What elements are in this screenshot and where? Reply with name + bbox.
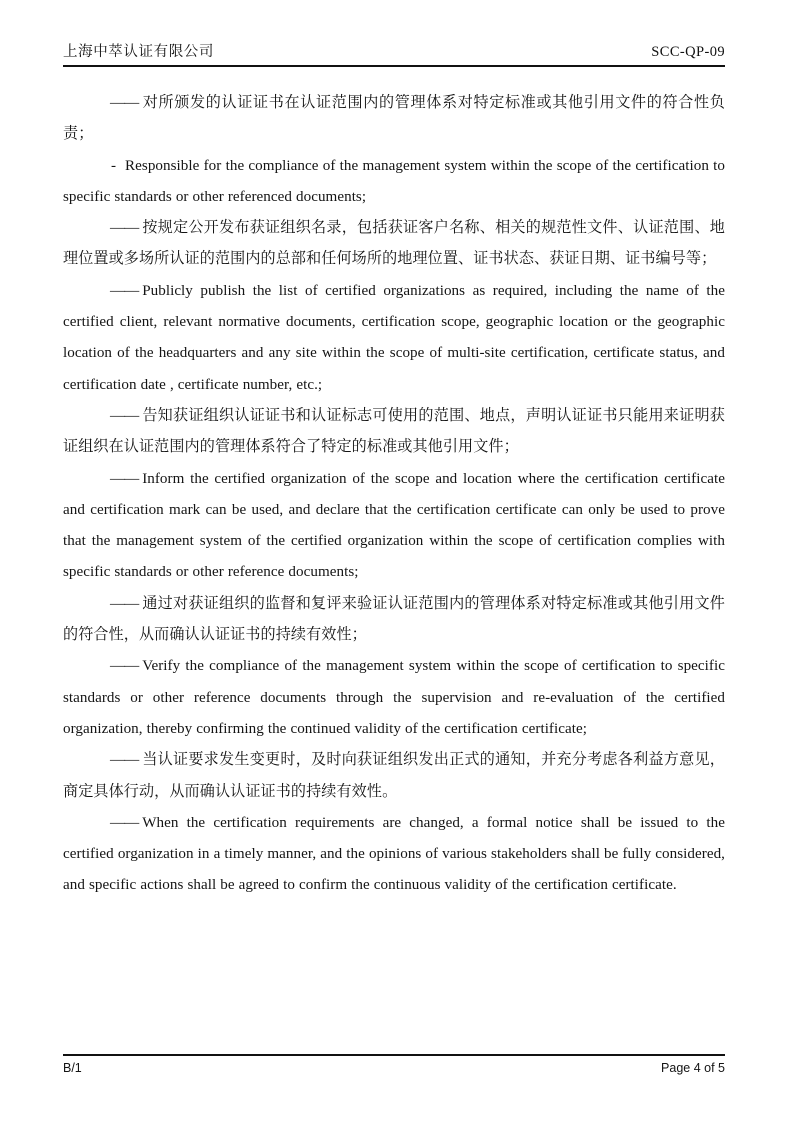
footer-page-number: Page 4 of 5: [661, 1061, 725, 1075]
footer-revision: B/1: [63, 1061, 82, 1075]
clause-text: Publicly publish the list of certified organizations as required, including the name of the certified client, relevant normative documents, certification scope, geographic location or the geographic location of the headquarters and any site within the scope of multi-site certification, certificate status, and certification date , certificate number, etc.;: [63, 282, 725, 393]
clause-marker: -: [111, 157, 116, 174]
header-document-code: SCC-QP-09: [651, 44, 725, 60]
clause-item: [63, 151, 725, 214]
header-company-name: 上海中萃认证有限公司: [63, 44, 214, 60]
clause-item: [63, 213, 725, 276]
clause-text: Inform the certified organization of the scope and location where the certification certificate and certification mark can be used, and declare that the certification certificate can only be used to prove that the management system of the certified organization within the scope of certification complies with specific standards or other reference documents;: [63, 470, 725, 581]
document-body: [63, 88, 725, 902]
clause-marker: ——: [110, 658, 139, 675]
header-divider: [63, 65, 725, 67]
clause-marker: ——: [110, 220, 139, 237]
footer-row: [63, 1061, 725, 1075]
clause-text: 按规定公开发布获证组织名录，包括获证客户名称、相关的规范性文件、认证范围、地理位置或多场所认证的范围内的总部和任何场所的地理位置、证书状态、获证日期、证书编号等；: [63, 220, 725, 268]
clause-item: [63, 745, 725, 808]
clause-marker: ——: [110, 752, 139, 769]
clause-text: 当认证要求发生变更时，及时向获证组织发出正式的通知，并充分考虑各利益方意见，商定具体行动，从而确认认证证书的持续有效性。: [63, 752, 725, 800]
clause-item: [63, 589, 725, 652]
clause-item: [63, 464, 725, 589]
clause-text: Responsible for the compliance of the management system within the scope of the certification to specific standards or other referenced documents;: [63, 157, 725, 205]
header-row: [63, 40, 725, 65]
clause-item: [63, 651, 725, 745]
footer-divider: [63, 1054, 725, 1056]
clause-item: [63, 808, 725, 902]
clause-marker: ——: [110, 95, 139, 111]
page-header: [63, 40, 725, 67]
clause-text: Verify the compliance of the management system within the scope of certification to specific standards or other reference documents through the supervision and re-evaluation of the certified organization, thereby confirming the continued validity of the certification certificate;: [63, 658, 725, 737]
clause-marker: ——: [110, 814, 139, 831]
clause-item: [63, 276, 725, 401]
clause-marker: ——: [110, 595, 139, 612]
clause-marker: ——: [110, 282, 139, 299]
clause-text: When the certification requirements are changed, a formal notice shall be issued to the certified organization in a timely manner, and the opinions of various stakeholders shall be fully considered, and specific actions shall be agreed to confirm the continuous validity of the certification certificate.: [63, 814, 725, 894]
clause-item: [63, 88, 725, 151]
clause-text: 对所颁发的认证证书在认证范围内的管理体系对特定标准或其他引用文件的符合性负责；: [63, 95, 725, 143]
clause-text: 通过对获证组织的监督和复评来验证认证范围内的管理体系对特定标准或其他引用文件的符合性，从而确认认证证书的持续有效性；: [63, 595, 725, 644]
clause-marker: ——: [110, 470, 139, 487]
page-footer: [63, 1054, 725, 1075]
clause-item: [63, 401, 725, 464]
clause-marker: ——: [110, 407, 139, 424]
clause-text: 告知获证组织认证证书和认证标志可使用的范围、地点，声明认证证书只能用来证明获证组织在认证范围内的管理体系符合了特定的标准或其他引用文件；: [63, 407, 725, 456]
